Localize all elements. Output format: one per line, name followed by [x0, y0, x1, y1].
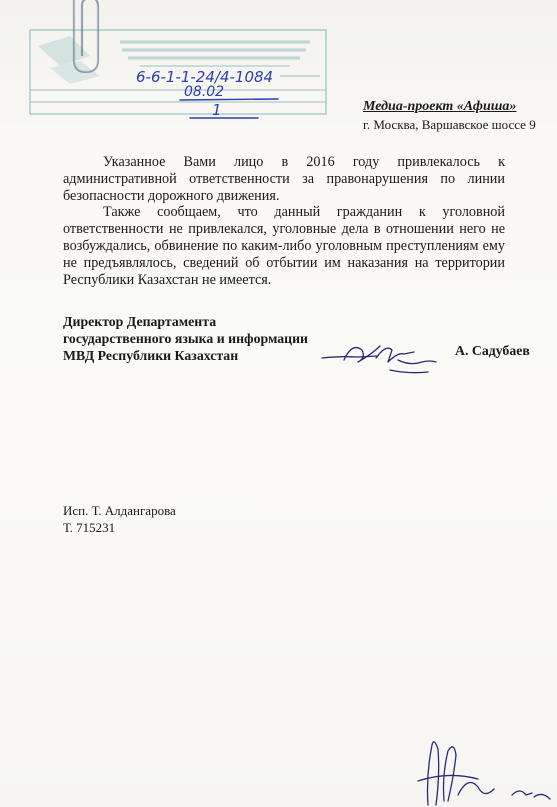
- svg-text:6-6-1-1-24/4-1084: 6-6-1-1-24/4-1084: [136, 68, 274, 86]
- svg-text:08.02: 08.02: [184, 84, 225, 100]
- registration-handwriting: [128, 60, 318, 130]
- signatory-title: [63, 313, 323, 364]
- corner-signature: [408, 735, 557, 807]
- recipient-block: [363, 98, 543, 133]
- svg-text:1: 1: [212, 101, 222, 119]
- signatory-title-line: Директор Департамента: [63, 314, 217, 329]
- signatory-name: А. Садубаев: [455, 343, 530, 358]
- executor-phone: Т. 715231: [63, 520, 116, 535]
- handwritten-signature: [318, 332, 448, 380]
- paragraph: Также сообщаем, что данный гражданин к уголовной ответственности не привлекался, уголовные дела в отношении него не возбуждались, обвинение по каким-либо уголовным преступлениям ему не предъявлялось, сведений об отбытии им наказания на территории Республики Казахстан не имеется.: [63, 204, 505, 288]
- executor-block: [63, 502, 176, 536]
- letter-body: [63, 154, 505, 288]
- recipient-name: Медиа-проект «Афиша»: [363, 99, 517, 114]
- recipient-address: г. Москва, Варшавское шоссе 9: [363, 117, 536, 132]
- executor-name: Исп. Т. Алдангарова: [63, 503, 176, 518]
- signatory-title-line: государственного языка и информации: [63, 331, 309, 346]
- signatory-title-line: МВД Республики Казахстан: [63, 348, 239, 363]
- paragraph: Указанное Вами лицо в 2016 году привлекалось к административной ответственности за правонарушения по линии безопасности дорожного движения.: [63, 154, 505, 204]
